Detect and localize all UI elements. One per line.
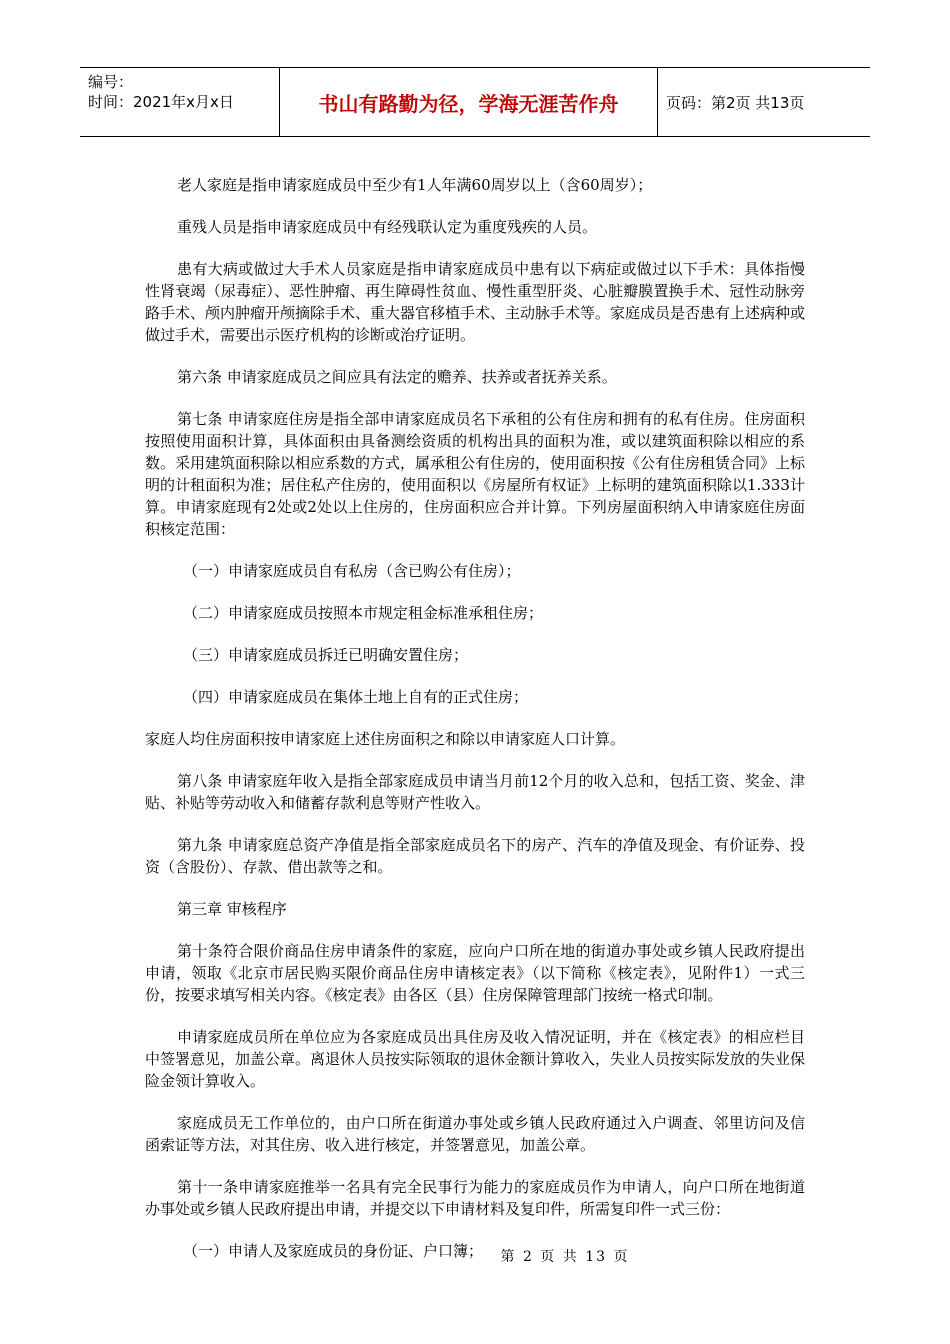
article-11: 第十一条申请家庭推举一名具有完全民事行为能力的家庭成员作为申请人，向户口所在地街道办事处或乡镇人民政府提出申请，并提交以下申请材料及复印件，所需复印件一式三份： bbox=[145, 1178, 805, 1218]
paragraph-illness-definition: 患有大病或做过大手术人员家庭是指申请家庭成员中患有以下病症或做过以下手术：具体指慢性肾衰竭（尿毒症）、恶性肿瘤、再生障碍性贫血、慢性重型肝炎、心脏瓣膜置换手术、冠性动脉旁路手术、颅内肿瘤开颅摘除手术、重大器官移植手术、主动脉手术等。家庭成员是否患有上述病种或做过手术，需要出示医疗机构的诊断或治疗证明。 bbox=[145, 260, 806, 344]
list-item: （一）申请人及家庭成员的身份证、户口簿； bbox=[183, 1242, 484, 1260]
document-date: 时间：2021年x月x日 bbox=[88, 93, 234, 111]
article-8: 第八条 申请家庭年收入是指全部家庭成员申请当月前12个月的收入总和，包括工资、奖金、津贴、补贴等劳动收入和储蓄存款利息等财产性收入。 bbox=[145, 772, 805, 812]
paragraph-employer-certification: 申请家庭成员所在单位应为各家庭成员出具住房及收入情况证明，并在《核定表》的相应栏目中签署意见，加盖公章。离退休人员按实际领取的退休金额计算收入，失业人员按实际发放的失业保险金领计算收入。 bbox=[145, 1028, 806, 1090]
article-10: 第十条符合限价商品住房申请条件的家庭，应向户口所在地的街道办事处或乡镇人民政府提出申请，领取《北京市居民购买限价商品住房申请核定表》（以下简称《核定表》，见附件1）一式三份，按要求填写相关内容。《核定表》由各区（县）住房保障管理部门按统一格式印制。 bbox=[145, 942, 805, 1004]
list-item: （二）申请家庭成员按照本市规定租金标准承租住房； bbox=[183, 604, 544, 622]
paragraph-disabled-definition: 重残人员是指申请家庭成员中有经残联认定为重度残疾的人员。 bbox=[177, 218, 598, 236]
header-page-info: 页码：第2页 共13页 bbox=[666, 93, 805, 112]
paragraph-per-capita-area: 家庭人均住房面积按申请家庭上述住房面积之和除以申请家庭人口计算。 bbox=[145, 730, 626, 748]
page-footer: 第 2 页 共 13 页 bbox=[500, 1249, 630, 1265]
list-item: （三）申请家庭成员拆迁已明确安置住房； bbox=[183, 646, 469, 664]
paragraph-unemployed-verification: 家庭成员无工作单位的，由户口所在街道办事处或乡镇人民政府通过入户调查、邻里访问及信函索证等方法，对其住房、收入进行核定，并签署意见，加盖公章。 bbox=[145, 1114, 805, 1154]
document-body bbox=[145, 174, 805, 1282]
article-6: 第六条 申请家庭成员之间应具有法定的赡养、扶养或者抚养关系。 bbox=[177, 368, 617, 386]
paragraph-elderly-definition: 老人家庭是指申请家庭成员中至少有1人年满60周岁以上（含60周岁）； bbox=[177, 176, 653, 194]
article-7: 第七条 申请家庭住房是指全部申请家庭成员名下承租的公有住房和拥有的私有住房。住房面积按照使用面积计算，具体面积由具备测绘资质的机构出具的面积为准，或以建筑面积除以相应的系数。采用建筑面积除以相应系数的方式，属承租公有住房的，使用面积按《公有住房租赁合同》上标明的计租面积为准；居住私产住房的，使用面积以《房屋所有权证》上标明的建筑面积除以1.333计算。申请家庭现有2处或2处以上住房的，住房面积应合并计算。下列房屋面积纳入申请家庭住房面积核定范围： bbox=[145, 410, 806, 538]
page-header bbox=[80, 67, 870, 137]
article-9: 第九条 申请家庭总资产净值是指全部家庭成员名下的房产、汽车的净值及现金、有价证券、投资（含股份）、存款、借出款等之和。 bbox=[145, 836, 805, 876]
chapter-3-heading: 第三章 审核程序 bbox=[177, 900, 287, 918]
document-number-label: 编号： bbox=[88, 73, 134, 91]
list-item: （一）申请家庭成员自有私房（含已购公有住房）； bbox=[183, 562, 521, 580]
list-item: （四）申请家庭成员在集体土地上自有的正式住房； bbox=[183, 688, 529, 706]
header-meta bbox=[80, 68, 280, 136]
header-motto: 书山有路勤为径，学海无涯苦作舟 bbox=[280, 68, 658, 136]
